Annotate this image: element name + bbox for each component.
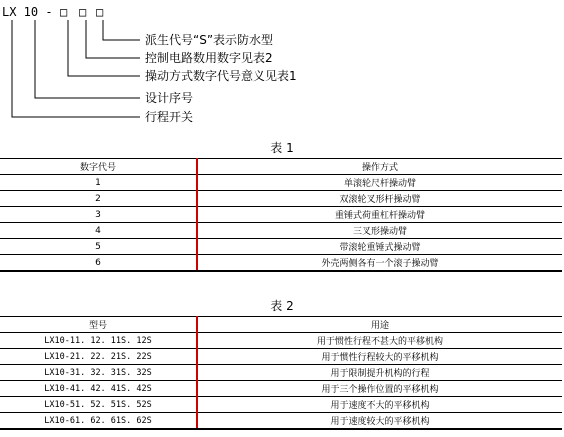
table1-header-row: [0, 159, 562, 175]
table1-mode-cell: 带滚轮重锤式操动臂: [197, 239, 562, 255]
leader-lines: [12, 20, 140, 117]
legend-travel-switch: 行程开关: [145, 110, 194, 124]
table1-title: 表 1: [270, 141, 294, 155]
table-row: [0, 397, 562, 413]
table2-usage-cell: 用于速度不大的平移机构: [197, 397, 562, 413]
legend-derivative-code: 派生代号“S”表示防水型: [145, 33, 274, 47]
table1-code-cell: 5: [0, 239, 197, 255]
table-row: [0, 223, 562, 239]
table-row: [0, 191, 562, 207]
table1-code-cell: 3: [0, 207, 197, 223]
table2-model-cell: LX10-21. 22. 21S. 22S: [0, 349, 197, 365]
code-box-1: □: [60, 5, 68, 19]
table-row: [0, 207, 562, 223]
table1-header-mode: 操作方式: [197, 159, 562, 175]
table2-usage-cell: 用于惯性行程较大的平移机构: [197, 349, 562, 365]
table-row: [0, 349, 562, 365]
table2-model-cell: LX10-61. 62. 61S. 62S: [0, 413, 197, 430]
table2-usage-cell: 用于三个操作位置的平移机构: [197, 381, 562, 397]
table2-usage-cell: 用于限制提升机构的行程: [197, 365, 562, 381]
table2-header-model: 型号: [0, 317, 197, 333]
table2-model-cell: LX10-41. 42. 41S. 42S: [0, 381, 197, 397]
table-row: [0, 365, 562, 381]
legend-design-serial: 设计序号: [145, 91, 194, 105]
table2-title: 表 2: [270, 299, 294, 313]
table2-usage-cell: 用于惯性行程不甚大的平移机构: [197, 333, 562, 349]
table2-model-cell: LX10-31. 32. 31S. 32S: [0, 365, 197, 381]
table-row: [0, 175, 562, 191]
table-row: [0, 239, 562, 255]
table2-usage-cell: 用于速度较大的平移机构: [197, 413, 562, 430]
table1-code-cell: 2: [0, 191, 197, 207]
table2-header-row: [0, 317, 562, 333]
legend-circuit-count: 控制电路数用数字见表2: [145, 51, 273, 65]
table2-model-cell: LX10-51. 52. 51S. 52S: [0, 397, 197, 413]
table1-mode-cell: 单滚轮尺杆操动臂: [197, 175, 562, 191]
model-prefix: LX 10 -: [2, 5, 53, 19]
code-box-3: □: [96, 5, 104, 19]
table1-mode-cell: 双滚轮叉形杆操动臂: [197, 191, 562, 207]
table1-header-code: 数字代号: [0, 159, 197, 175]
table-row: [0, 333, 562, 349]
legend-actuation-code: 操动方式数字代号意义见表1: [145, 69, 297, 83]
table1-code-cell: 1: [0, 175, 197, 191]
table-row: [0, 255, 562, 272]
table2-model-cell: LX10-11. 12. 11S. 12S: [0, 333, 197, 349]
model-code-diagram: [0, 0, 564, 130]
table-row: [0, 381, 562, 397]
table2-header-usage: 用途: [197, 317, 562, 333]
code-box-2: □: [79, 5, 87, 19]
table1-code-cell: 4: [0, 223, 197, 239]
table2-models: [0, 316, 562, 430]
table1-mode-cell: 重锤式荷重杠杆操动臂: [197, 207, 562, 223]
table1-mode-cell: 外壳两侧各有一个滚子操动臂: [197, 255, 562, 272]
table-row: [0, 413, 562, 430]
table1-code-cell: 6: [0, 255, 197, 272]
table1-actuation: [0, 158, 562, 272]
table1-mode-cell: 三叉形操动臂: [197, 223, 562, 239]
